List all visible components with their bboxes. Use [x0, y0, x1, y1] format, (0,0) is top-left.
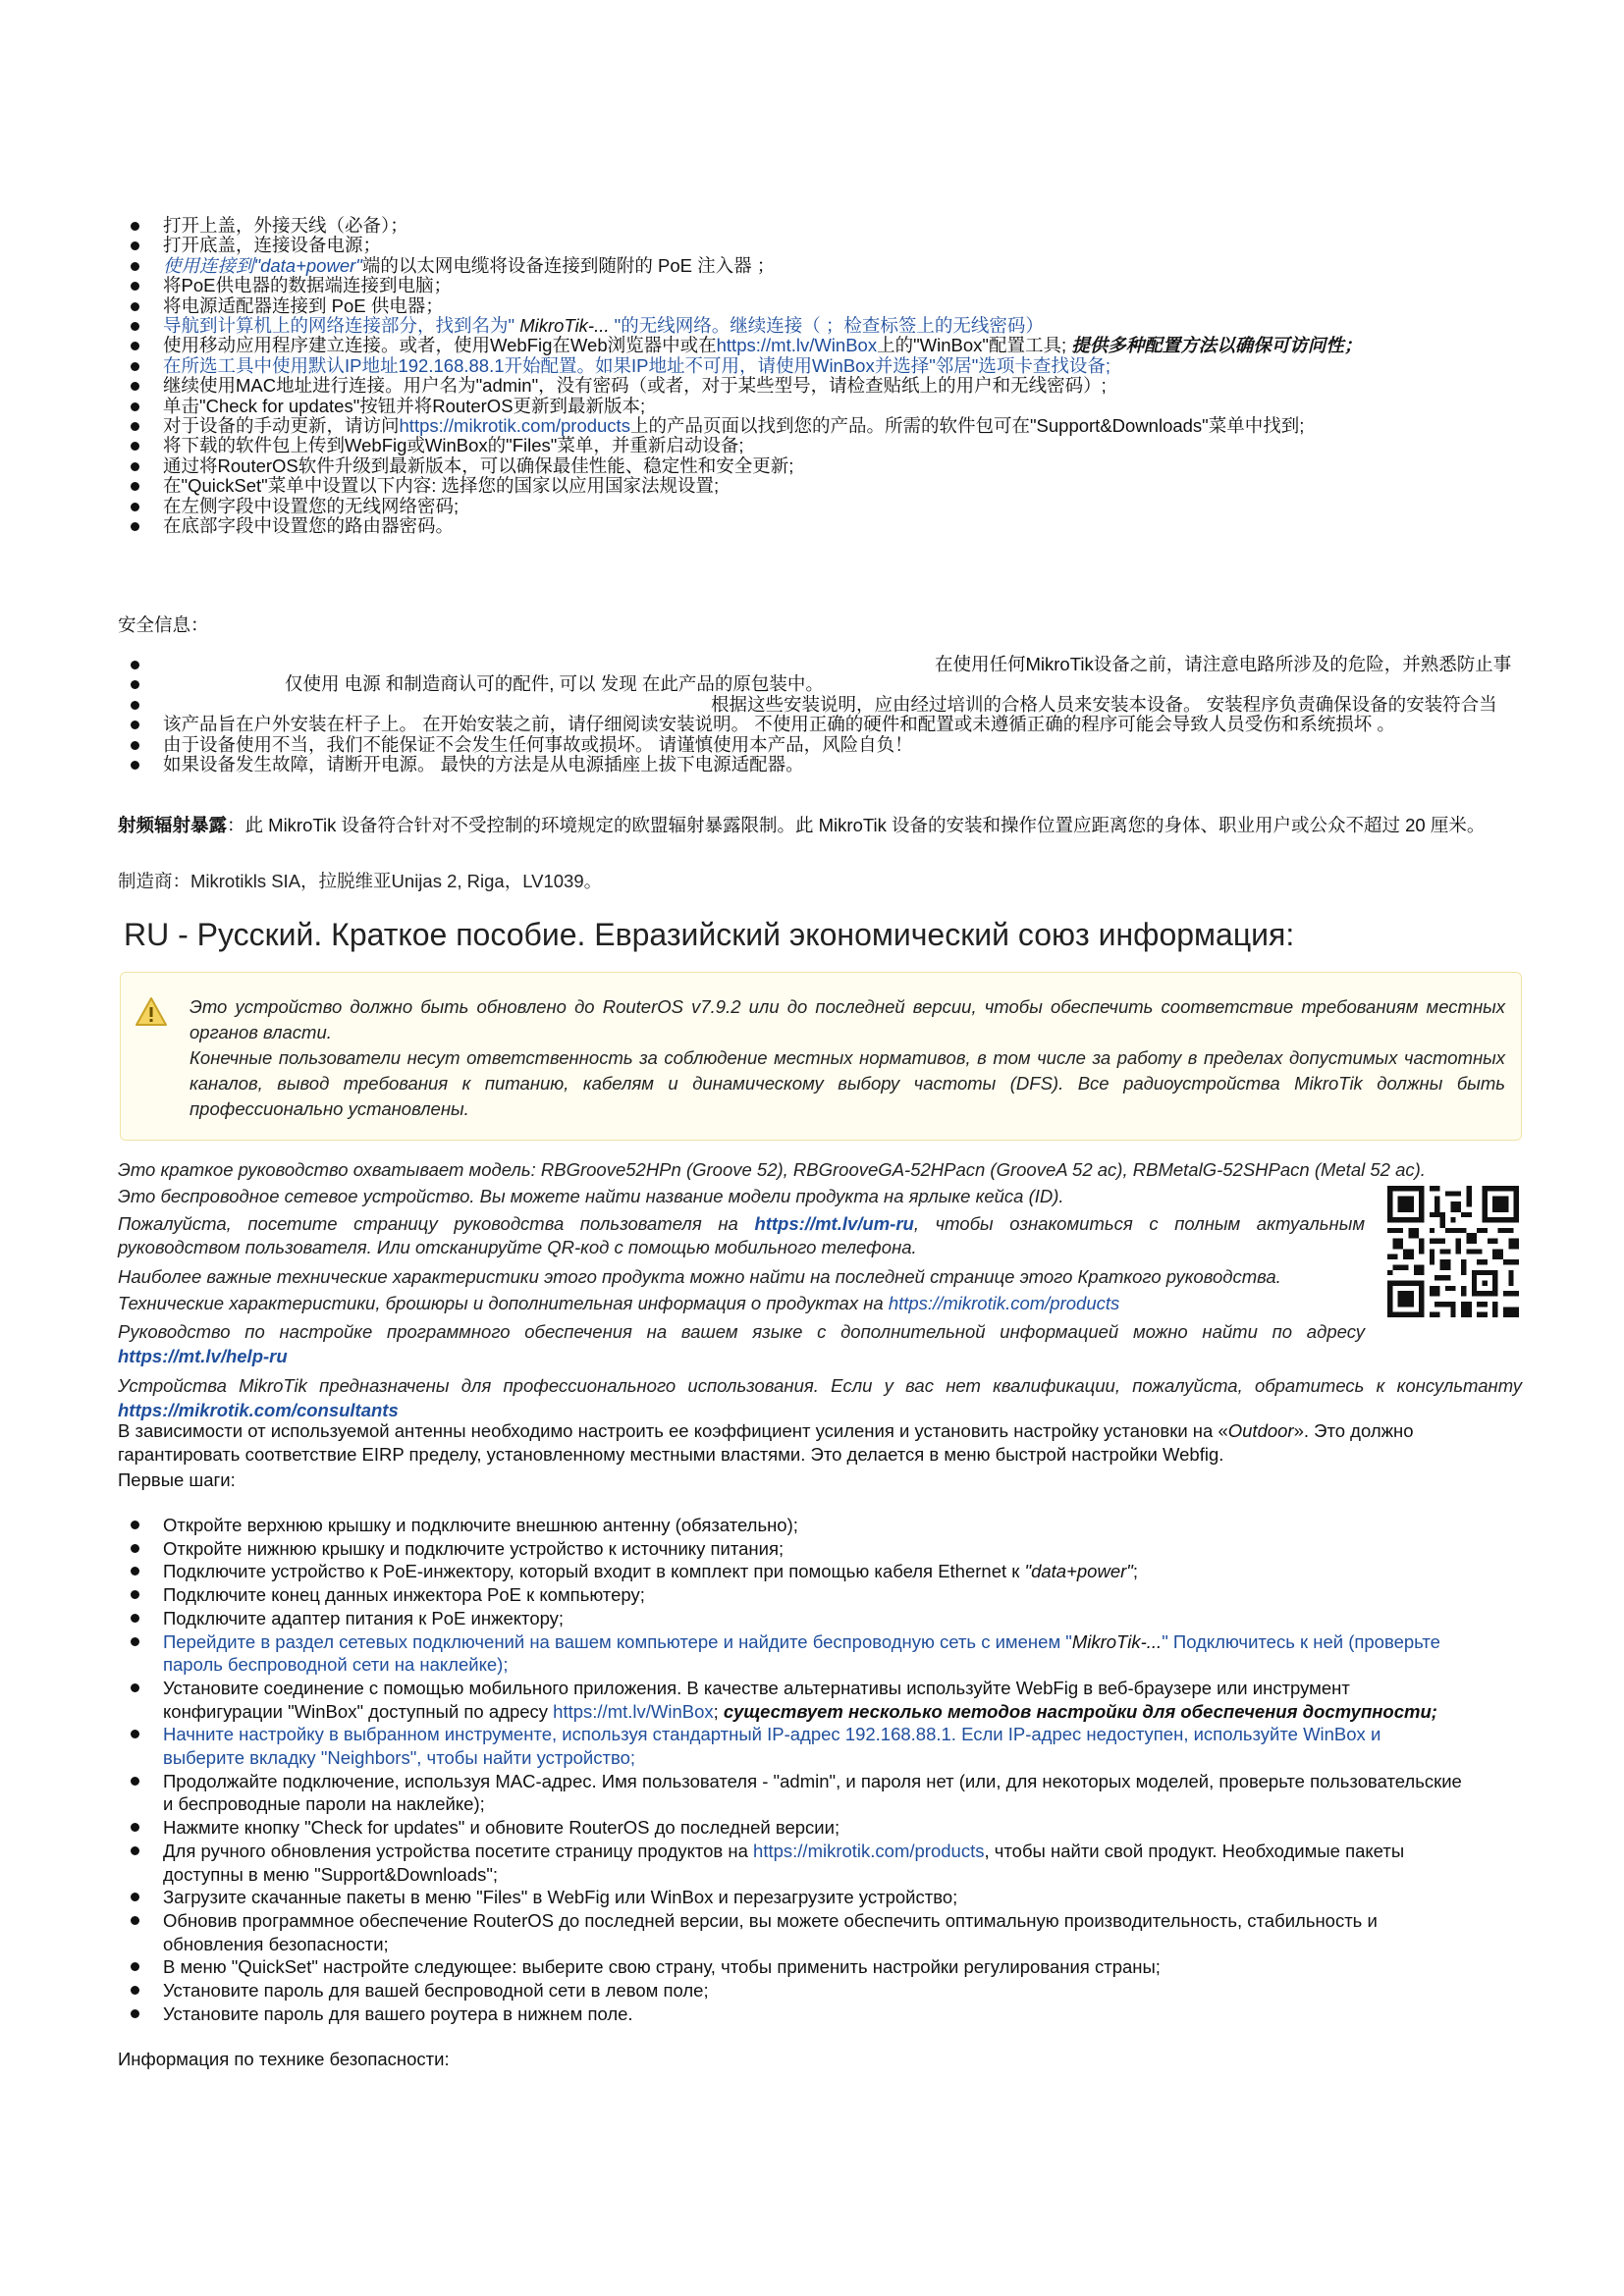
list-item-text: Обновив программное обеспечение RouterOS до последней версии, вы можете обеспечить оптимальную производительность, стабильность и обновления безопасности;: [163, 1909, 1378, 1954]
list-item: [122, 497, 1536, 516]
products-link[interactable]: https://mikrotik.com/products: [753, 1840, 985, 1861]
list-item: [122, 296, 1536, 316]
list-item-text: 将电源适配器连接到 PoE 供电器；: [163, 294, 444, 316]
list-item: [122, 336, 1536, 355]
list-item: [122, 674, 1536, 694]
list-item-text: ;: [1132, 1561, 1138, 1582]
list-item-text: 单击"Check for updates"按钮并将RouterOS更新到最新版本;: [163, 395, 646, 416]
help-link[interactable]: https://mt.lv/help-ru: [118, 1345, 288, 1366]
list-item: [122, 715, 1536, 734]
intro-text: Пожалуйста, посетите страницу руководства пользователя на: [118, 1212, 755, 1234]
list-item: [122, 356, 1536, 376]
products-link[interactable]: https://mikrotik.com/products: [888, 1293, 1120, 1314]
ru-intro: [118, 1158, 1522, 1422]
list-item-text: Продолжайте подключение, используя MAC-адрес. Имя пользователя - "admin", и пароля нет (или, для некоторых моделей, проверьте пользовательские и беспроводные пароли на наклейке);: [163, 1770, 1462, 1815]
list-item: [122, 456, 1536, 476]
list-item-text: Нажмите кнопку "Check for updates" и обновите RouterOS до последней версии;: [163, 1817, 840, 1839]
list-item-text: 继续使用MAC地址进行连接。用户名为"admin"，没有密码（或者，对于某些型号，请检查贴纸上的用户和无线密码）;: [163, 375, 1107, 397]
list-item: [122, 256, 1536, 276]
list-item-text: MikroTik-...: [519, 315, 610, 337]
list-item-text: 根据这些安装说明，应由经过培训的合格人员来安装本设备。 安装程序负责确保设备的安装符合当: [711, 693, 1497, 715]
list-item-text: Для ручного обновления устройства посетите страницу продуктов на: [163, 1840, 754, 1861]
list-item: [122, 1677, 1467, 1723]
list-item-text: "data+power": [1024, 1561, 1133, 1582]
intro-text: , чтобы ознакомиться с полным актуальным руководством пользователя. Или отсканируйте QR-код с помощью мобильного телефона.: [118, 1212, 1365, 1258]
warning-paragraph: Конечные пользователи несут ответственность за соблюдение местных нормативов, в том числе за работу в пределах допустимых частотных каналов, вывод требования к питанию, кабелям и динамическому выбору частоты (DFS). Все радиоустройства MikroTik должны быть профессионально установлены.: [189, 1047, 1505, 1119]
list-item: [122, 655, 1536, 674]
list-item: [122, 755, 1536, 774]
list-item: [122, 216, 1536, 236]
list-item: [122, 1723, 1467, 1769]
list-item: [122, 316, 1536, 336]
paragraph-text: ». Это должно гарантировать соответствие EIRP пределу, установленному местными властями. Это делается в меню быстрой настройки Webfig.: [118, 1420, 1414, 1465]
winbox-link[interactable]: https://mt.lv/WinBox: [716, 335, 878, 356]
consultants-link[interactable]: https://mikrotik.com/consultants: [118, 1399, 399, 1420]
user-manual-link[interactable]: https://mt.lv/um-ru: [754, 1212, 914, 1234]
ru-body: [118, 1419, 1532, 1492]
list-item: [122, 476, 1536, 496]
products-link[interactable]: https://mikrotik.com/products: [399, 415, 630, 437]
list-item: [122, 1630, 1467, 1677]
intro-text: Руководство по настройке программного обеспечения на вашем языке с дополнительной информацией можно найти по адресу: [118, 1321, 1365, 1343]
warning-triangle-icon: [135, 996, 168, 1028]
intro-line: Наиболее важные технические характеристики этого продукта можно найти на последней странице этого Краткого руководства.: [118, 1265, 1281, 1287]
list-item-text: 仅使用 电源 和制造商认可的配件, 可以 发现 在此产品的原包装中。: [285, 673, 824, 695]
manufacturer-line: 制造商：Mikrotikls SIA，拉脱维亚Unijas 2, Riga，LV1039。: [118, 871, 603, 891]
zh-safety-label: 安全信息：: [118, 614, 209, 635]
list-item-text: 通过将RouterOS软件升级到最新版本，可以确保最佳性能、稳定性和安全更新;: [163, 454, 794, 476]
list-item-text: 打开上盖，外接天线（必备）；: [163, 215, 408, 236]
list-item-text: 在所选工具中使用默认IP地址192.168.88.1开始配置。如果IP地址不可用，请使用WinBox并选择"邻居"选项卡查找设备;: [163, 354, 1110, 376]
list-item-text: 打开底盖，连接设备电源；: [163, 235, 382, 256]
first-steps-label: Первые шаги:: [118, 1469, 236, 1490]
list-item-text: 端的以太网电缆将设备连接到随附的 PoE 注入器 ；: [361, 254, 776, 276]
list-item-text: Откройте верхнюю крышку и подключите внешнюю антенну (обязательно);: [163, 1515, 798, 1535]
ru-heading: RU - Русский. Краткое пособие. Евразийский экономический союз информация:: [124, 917, 1295, 952]
intro-line: [118, 1320, 1365, 1368]
intro-text: Устройства MikroTik предназначены для профессионального использования. Если у вас нет квалификации, пожалуйста, обратитесь к консультанту: [118, 1375, 1522, 1397]
list-item-text: 由于设备使用不当，我们不能保证不会发生任何事故或损坏。 请谨慎使用本产品，风险自负！: [163, 733, 913, 755]
list-item-text: 上的产品页面以找到您的产品。所需的软件包可在"Support&Downloads"菜单中找到;: [629, 415, 1305, 437]
list-item: [122, 2002, 1467, 2026]
list-item: [122, 376, 1536, 396]
list-item: [122, 416, 1536, 436]
rf-exposure-title: 射频辐射暴露: [118, 815, 228, 835]
list-item-text: 使用移动应用程序建立连接。或者，使用WebFig在Web浏览器中或在: [163, 335, 717, 356]
list-item-text: Подключите конец данных инжектора PoE к компьютеру;: [163, 1584, 645, 1606]
list-item-text: В меню "QuickSet" настройте следующее: выберите свою страну, чтобы применить настройки регулирования страны;: [163, 1956, 1161, 1978]
list-item-text: 如果设备发生故障，请断开电源。 最快的方法是从电源插座上拔下电源适配器。: [163, 753, 804, 774]
intro-line: [118, 1212, 1365, 1260]
list-item-text: Начните настройку в выбранном инструменте, используя стандартный IP-адрес 192.168.88.1. Если IP-адрес недоступен, используйте WinBox и выберите вкладку "Neighbors", чтобы найти устройство;: [163, 1724, 1381, 1769]
warning-text: [189, 994, 1505, 1122]
list-item: [122, 1840, 1467, 1886]
list-item: [122, 1886, 1467, 1909]
list-item-text: Установите пароль для вашей беспроводной сети в левом поле;: [163, 1980, 709, 2002]
list-item: [122, 1560, 1467, 1583]
list-item-text: 在使用任何MikroTik设备之前，请注意电路所涉及的危险，并熟悉防止事: [935, 654, 1512, 674]
intro-line: [118, 1292, 1522, 1315]
list-item-text: 在底部字段中设置您的路由器密码。: [163, 515, 455, 537]
list-item-text: 使用连接到"data+power": [163, 254, 362, 276]
list-item-text: 提供多种配置方法以确保可访问性；: [1071, 335, 1363, 356]
list-item: [122, 436, 1536, 455]
list-item-text: Откройте нижнюю крышку и подключите устройство к источнику питания;: [163, 1537, 785, 1559]
zh-steps-list: [122, 216, 1536, 537]
list-item-text: Подключите адаптер питания к PoE инжектору;: [163, 1607, 565, 1629]
intro-text: Технические характеристики, брошюры и дополнительная информация о продуктах на: [118, 1293, 889, 1314]
list-item-text: ;: [713, 1700, 724, 1722]
list-item-text: 对于设备的手动更新，请访问: [163, 415, 400, 437]
list-item-text: 导航到计算机上的网络连接部分，找到名为": [163, 315, 520, 337]
list-item-text: 将下载的软件包上传到WebFig或WinBox的"Files"菜单，并重新启动设备;: [163, 435, 744, 456]
list-item: [122, 276, 1536, 295]
list-item: [122, 735, 1536, 755]
winbox-link[interactable]: https://mt.lv/WinBox: [553, 1700, 714, 1722]
list-item-text: "的无线网络。继续连接（ ；检查标签上的无线密码）: [609, 315, 1044, 337]
list-item: [122, 236, 1536, 255]
list-item-text: 在"QuickSet"菜单中设置以下内容: 选择您的国家以应用国家法规设置;: [163, 475, 720, 497]
intro-line: [118, 1374, 1522, 1422]
warning-box: [120, 972, 1522, 1141]
list-item: [122, 1537, 1467, 1561]
list-item-text: " Подключитесь к ней (проверьте пароль беспроводной сети на наклейке);: [163, 1630, 1440, 1676]
qr-code[interactable]: [1387, 1186, 1519, 1317]
list-item-text: , чтобы найти свой продукт. Необходимые пакеты доступны в меню "Support&Downloads";: [163, 1840, 1405, 1885]
list-item-text: Установите пароль для вашего роутера в нижнем поле.: [163, 2002, 633, 2024]
warning-paragraph: Это устройство должно быть обновлено до RouterOS v7.9.2 или до последней версии, чтобы обеспечить соответствие требованиям местных органов власти.: [189, 996, 1505, 1042]
list-item-text: 该产品旨在户外安装在杆子上。 在开始安装之前，请仔细阅读安装说明。 不使用正确的硬件和配置或未遵循正确的程序可能会导致人员受伤和系统损坏 。: [163, 714, 1395, 735]
list-item: [122, 1607, 1467, 1630]
list-item: [122, 1909, 1467, 1955]
intro-line: Это беспроводное сетевое устройство. Вы можете найти название модели продукта на ярлыке кейса (ID).: [118, 1186, 1064, 1207]
list-item-text: существует несколько методов настройки для обеспечения доступности;: [723, 1700, 1437, 1722]
list-item: [122, 1770, 1467, 1816]
list-item: [122, 1955, 1467, 1979]
list-item: [122, 397, 1536, 416]
list-item-text: Загрузите скачанные пакеты в меню "Files" в WebFig или WinBox и перезагрузите устройство;: [163, 1887, 958, 1908]
list-item-text: Перейдите в раздел сетевых подключений на вашем компьютере и найдите беспроводную сеть с именем ": [163, 1630, 1072, 1652]
list-item: [122, 516, 1536, 536]
paragraph-text: В зависимости от используемой антенны необходимо настроить ее коэффициент усиления и установить настройку установки на «: [118, 1420, 1228, 1441]
list-item-text: MikroTik-...: [1071, 1630, 1163, 1652]
rf-exposure-paragraph: [118, 815, 1532, 836]
list-item: [122, 1979, 1467, 2002]
list-item-text: Подключите устройство к PoE-инжектору, который входит в комплект при помощью кабеля Ethernet к: [163, 1561, 1025, 1582]
list-item: [122, 1583, 1467, 1607]
zh-safety-list: [122, 655, 1536, 774]
list-item-text: 在左侧字段中设置您的无线网络密码;: [163, 495, 460, 516]
list-item: [122, 695, 1536, 715]
antenna-paragraph: [118, 1419, 1532, 1467]
list-item-text: 将PoE供电器的数据端连接到电脑；: [163, 275, 452, 296]
ru-safety-label: Информация по технике безопасности:: [118, 2049, 450, 2069]
intro-line: Это краткое руководство охватывает модель: RBGroove52HPn (Groove 52), RBGrooveGA-52HPacn (GrooveA 52 ac), RBMetalG-52SHPacn (Metal 52 ac).: [118, 1159, 1426, 1180]
list-item: [122, 1514, 1467, 1537]
list-item: [122, 1816, 1467, 1840]
list-item-text: Установите соединение с помощью мобильного приложения. В качестве альтернативы используйте WebFig в веб-браузере или инструмент конфигурации "WinBox" доступный по адресу: [163, 1677, 1350, 1722]
list-item-text: 上的"WinBox"配置工具;: [877, 335, 1072, 356]
rf-exposure-text: ：此 MikroTik 设备符合针对不受控制的环境规定的欧盟辐射暴露限制。此 MikroTik 设备的安装和操作位置应距离您的身体、职业用户或公众不超过 20 厘米。: [227, 815, 1486, 835]
ru-steps-list: [122, 1514, 1467, 2025]
paragraph-text: Outdoor: [1227, 1420, 1294, 1441]
